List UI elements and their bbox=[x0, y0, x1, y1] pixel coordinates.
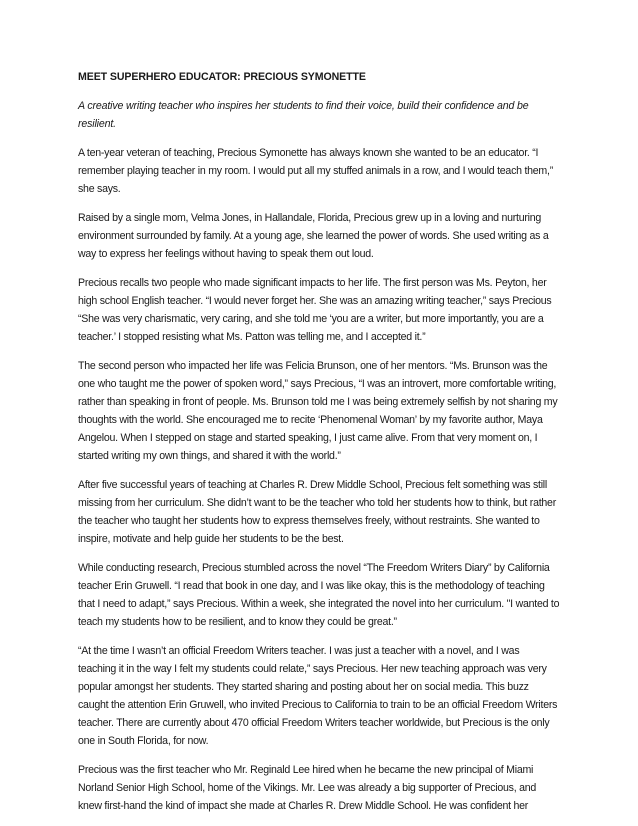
paragraph: “At the time I wasn’t an official Freedom Writers teacher. I was just a teacher with a novel, and I was teaching it in the way I felt my students could relate,” says Precious. Her new teaching approach was very popular amongst her students. They started sharing and posting about her on social media. This buzz caught the attention Erin Gruwell, who invited Precious to California to train to be an official Freedom Writers teacher. There are currently about 470 official Freedom Writers teacher worldwide, but Precious is the only one in South Florida, for now. bbox=[78, 645, 558, 747]
paragraph: After five successful years of teaching at Charles R. Drew Middle School, Precious felt something was still missing from her curriculum. She didn’t want to be the teacher who told her students how to think, but rather the teacher who taught her students how to express themselves freely, without restraints. She wanted to inspire, motivate and help guide her students to be the best. bbox=[78, 479, 556, 545]
paragraph: Raised by a single mom, Velma Jones, in Hallandale, Florida, Precious grew up in a loving and nurturing environment surrounded by family. At a young age, she learned the power of words. She used writing as a way to express her feelings without having to speak them out loud. bbox=[78, 212, 549, 260]
paragraph: The second person who impacted her life was Felicia Brunson, one of her mentors. “Ms. Brunson was the one who taught me the power of spoken word,” says Precious, “I was an introvert, more comfortable writing, rather than speaking in front of people. Ms. Brunson told me I was being extremely selfish by not sharing my thoughts with the world. She encouraged me to recite ‘Phenomenal Woman’ by my favorite author, Maya Angelou. When I stepped on stage and started speaking, I just came alive. From that very moment on, I started writing my own things, and shared it with the world.” bbox=[78, 360, 558, 462]
article-subtitle: A creative writing teacher who inspires her students to find their voice, build their confidence and be resilient. bbox=[78, 100, 529, 130]
article bbox=[78, 70, 560, 826]
paragraph: Precious recalls two people who made significant impacts to her life. The first person was Ms. Peyton, her high school English teacher. “I would never forget her. She was an amazing writing teacher,” says Precious “She was very charismatic, very caring, and she told me ‘you are a writer, but more importantly, you are a teacher.’ I stopped resisting what Ms. Patton was telling me, and I accepted it.” bbox=[78, 277, 552, 343]
paragraph: A ten-year veteran of teaching, Precious Symonette has always known she wanted to be an educator. “I remember playing teacher in my room. I would put all my stuffed animals in a row, and I would teach them,” she says. bbox=[78, 147, 553, 195]
article-title: MEET SUPERHERO EDUCATOR: PRECIOUS SYMONETTE bbox=[78, 71, 366, 83]
paragraph: While conducting research, Precious stumbled across the novel “The Freedom Writers Diary” by California teacher Erin Gruwell. “I read that book in one day, and I was like okay, this is the methodology of teaching that I need to adapt,” says Precious. Within a week, she integrated the novel into her curriculum. "I wanted to teach my students how to be resilient, and to know they could be great.” bbox=[78, 562, 560, 628]
paragraph: Precious was the first teacher who Mr. Reginald Lee hired when he became the new principal of Miami Norland Senior High School, home of the Vikings. Mr. Lee was already a big supporter of Precious, and knew first-hand the kind of impact she made at Charles R. Drew Middle School. He was confident her bbox=[78, 764, 537, 812]
